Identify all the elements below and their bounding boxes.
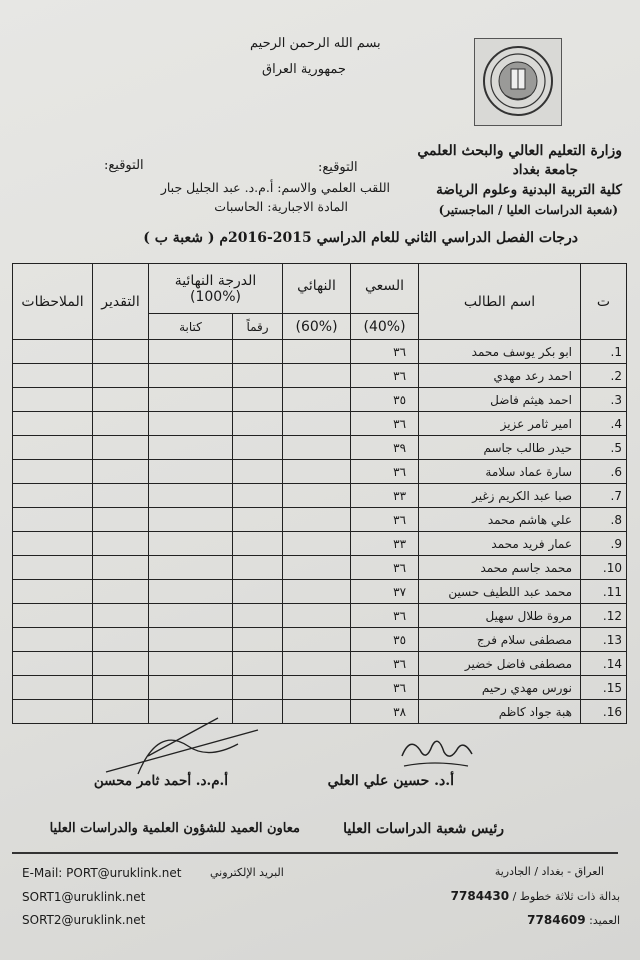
student-name: عمار فريد محمد: [419, 532, 581, 556]
notes-cell: [13, 700, 93, 724]
grade-cell: [93, 580, 149, 604]
effort-score: ٣٨: [351, 700, 419, 724]
notes-cell: [13, 460, 93, 484]
notes-cell: [13, 436, 93, 460]
student-name: مصطفى فاضل خضير: [419, 652, 581, 676]
grades-table: [12, 263, 627, 724]
student-name: حيدر طالب جاسم: [419, 436, 581, 460]
email-2[interactable]: SORT1@uruklink.net: [22, 890, 146, 904]
final-score: [283, 652, 351, 676]
switchboard-label: بدالة ذات ثلاثة خطوط /: [512, 890, 620, 903]
effort-score: ٣٦: [351, 604, 419, 628]
student-name: محمد جاسم محمد: [419, 556, 581, 580]
row-number: 6.: [581, 460, 627, 484]
total-words: [149, 412, 233, 436]
table-row: [13, 412, 627, 436]
header-total-pct: (100%): [190, 288, 241, 305]
grade-cell: [93, 436, 149, 460]
student-name: محمد عبد اللطيف حسين: [419, 580, 581, 604]
signatory-right-title: رئيس شعبة الدراسات العليا: [343, 821, 504, 837]
dean-line: [527, 913, 620, 927]
row-number: 5.: [581, 436, 627, 460]
total-digits: [233, 388, 283, 412]
instructor-line: اللقب العلمي والاسم: أ.م.د. عبد الجليل جبار: [160, 180, 390, 195]
email-line: [22, 866, 181, 880]
notes-cell: [13, 508, 93, 532]
row-number: 1.: [581, 340, 627, 364]
total-digits: [233, 628, 283, 652]
effort-score: ٣٥: [351, 388, 419, 412]
final-score: [283, 484, 351, 508]
header-final: النهائي: [283, 264, 351, 314]
notes-cell: [13, 388, 93, 412]
total-words: [149, 340, 233, 364]
total-words: [149, 484, 233, 508]
final-score: [283, 532, 351, 556]
table-row: [13, 652, 627, 676]
header-student-name: اسم الطالب: [419, 264, 581, 340]
signatory-right-name: أ.د. حسين علي العلي: [327, 773, 454, 789]
total-words: [149, 628, 233, 652]
table-row: [13, 604, 627, 628]
total-words: [149, 652, 233, 676]
switchboard-number: 7784430: [450, 889, 510, 903]
effort-score: ٣٥: [351, 628, 419, 652]
email-arabic-label: البريد الإلكتروني: [210, 866, 284, 879]
grade-cell: [93, 340, 149, 364]
final-score: [283, 388, 351, 412]
row-number: 8.: [581, 508, 627, 532]
final-score: [283, 340, 351, 364]
effort-score: ٣٦: [351, 652, 419, 676]
final-score: [283, 676, 351, 700]
signature-label-middle: التوقيع:: [318, 160, 358, 175]
table-row: [13, 556, 627, 580]
notes-cell: [13, 604, 93, 628]
signature-right-icon: [398, 732, 476, 772]
total-words: [149, 460, 233, 484]
grade-cell: [93, 556, 149, 580]
header-effort-pct: (40%): [351, 314, 419, 340]
effort-score: ٣٦: [351, 460, 419, 484]
header-effort: السعي: [351, 264, 419, 314]
student-name: مصطفى سلام فرج: [419, 628, 581, 652]
table-row: [13, 508, 627, 532]
effort-score: ٣٦: [351, 508, 419, 532]
row-number: 11.: [581, 580, 627, 604]
total-digits: [233, 676, 283, 700]
student-name: نورس مهدي رحيم: [419, 676, 581, 700]
table-row: [13, 364, 627, 388]
total-digits: [233, 412, 283, 436]
total-words: [149, 532, 233, 556]
row-number: 7.: [581, 484, 627, 508]
switchboard-line: [451, 889, 620, 903]
row-number: 2.: [581, 364, 627, 388]
final-score: [283, 700, 351, 724]
row-number: 13.: [581, 628, 627, 652]
row-number: 14.: [581, 652, 627, 676]
total-words: [149, 364, 233, 388]
table-row: [13, 628, 627, 652]
total-words: [149, 556, 233, 580]
total-digits: [233, 652, 283, 676]
signatory-left-title: معاون العميد للشؤون العلمية والدراسات العليا: [49, 821, 300, 836]
row-number: 10.: [581, 556, 627, 580]
dean-number: 7784609: [527, 913, 586, 927]
grade-cell: [93, 604, 149, 628]
email-label: E-Mail:: [22, 866, 63, 880]
republic-heading: جمهورية العراق: [262, 62, 346, 77]
notes-cell: [13, 652, 93, 676]
notes-cell: [13, 580, 93, 604]
final-score: [283, 556, 351, 580]
effort-score: ٣٩: [351, 436, 419, 460]
final-score: [283, 364, 351, 388]
grade-cell: [93, 508, 149, 532]
final-score: [283, 460, 351, 484]
header-notes: الملاحظات: [13, 264, 93, 340]
effort-score: ٣٦: [351, 676, 419, 700]
notes-cell: [13, 412, 93, 436]
effort-score: ٣٧: [351, 580, 419, 604]
grade-cell: [93, 652, 149, 676]
final-score: [283, 604, 351, 628]
header-final-pct: (60%): [283, 314, 351, 340]
header-digits: رقماً: [233, 314, 283, 340]
total-digits: [233, 532, 283, 556]
total-digits: [233, 604, 283, 628]
student-name: هبة جواد كاظم: [419, 700, 581, 724]
student-name: احمد رعد مهدي: [419, 364, 581, 388]
total-words: [149, 580, 233, 604]
effort-score: ٣٣: [351, 532, 419, 556]
total-digits: [233, 580, 283, 604]
row-number: 4.: [581, 412, 627, 436]
notes-cell: [13, 556, 93, 580]
total-digits: [233, 340, 283, 364]
final-score: [283, 436, 351, 460]
total-digits: [233, 364, 283, 388]
total-words: [149, 604, 233, 628]
row-number: 3.: [581, 388, 627, 412]
final-score: [283, 580, 351, 604]
student-name: امير ثامر عزيز: [419, 412, 581, 436]
college-name: كلية التربية البدنية وعلوم الرياضة: [436, 182, 622, 198]
total-digits: [233, 508, 283, 532]
row-number: 15.: [581, 676, 627, 700]
page-title: درجات الفصل الدراسي الثاني للعام الدراسي 2015-2016م ( شعبة ب ): [143, 230, 578, 246]
table-row: [13, 388, 627, 412]
effort-score: ٣٦: [351, 340, 419, 364]
header-grade: التقدير: [93, 264, 149, 340]
final-score: [283, 628, 351, 652]
header-words: كتابة: [149, 314, 233, 340]
table-row: [13, 580, 627, 604]
signature-label-left: التوقيع:: [104, 158, 144, 173]
signatory-left-name: أ.م.د. أحمد ثامر محسن: [93, 773, 228, 789]
footer-divider: [12, 852, 618, 854]
row-number: 9.: [581, 532, 627, 556]
address: العراق - بغداد / الجادرية: [494, 865, 604, 878]
grade-cell: [93, 364, 149, 388]
ministry-name: وزارة التعليم العالي والبحث العلمي: [417, 143, 622, 159]
final-score: [283, 508, 351, 532]
table-row: [13, 484, 627, 508]
email-1[interactable]: PORT@uruklink.net: [66, 866, 182, 880]
grade-cell: [93, 676, 149, 700]
total-words: [149, 388, 233, 412]
grade-cell: [93, 460, 149, 484]
student-name: مروة طلال سهيل: [419, 604, 581, 628]
notes-cell: [13, 676, 93, 700]
basmala: بسم الله الرحمن الرحيم: [250, 36, 381, 51]
row-number: 12.: [581, 604, 627, 628]
final-score: [283, 412, 351, 436]
student-name: صبا عبد الكريم زغير: [419, 484, 581, 508]
grade-cell: [93, 532, 149, 556]
table-row: [13, 460, 627, 484]
total-words: [149, 676, 233, 700]
student-name: علي هاشم محمد: [419, 508, 581, 532]
notes-cell: [13, 532, 93, 556]
grade-cell: [93, 388, 149, 412]
total-digits: [233, 436, 283, 460]
total-words: [149, 508, 233, 532]
grade-cell: [93, 412, 149, 436]
effort-score: ٣٣: [351, 484, 419, 508]
student-name: احمد هيثم فاضل: [419, 388, 581, 412]
email-3[interactable]: SORT2@uruklink.net: [22, 913, 146, 927]
grade-cell: [93, 628, 149, 652]
header-total-label: الدرجة النهائية: [174, 272, 257, 289]
department-name: (شعبة الدراسات العليا / الماجستير): [438, 203, 618, 217]
table-row: [13, 532, 627, 556]
table-row: [13, 340, 627, 364]
dean-label: العميد:: [589, 914, 620, 927]
row-number: 16.: [581, 700, 627, 724]
table-row: [13, 676, 627, 700]
effort-score: ٣٦: [351, 412, 419, 436]
notes-cell: [13, 364, 93, 388]
header-number: ت: [581, 264, 627, 340]
effort-score: ٣٦: [351, 556, 419, 580]
student-name: سارة عماد سلامة: [419, 460, 581, 484]
table-row: [13, 436, 627, 460]
total-digits: [233, 556, 283, 580]
notes-cell: [13, 628, 93, 652]
subject-line: المادة الاجبارية: الحاسبات: [214, 199, 348, 214]
university-seal-icon: [474, 38, 562, 126]
notes-cell: [13, 340, 93, 364]
student-name: ابو بكر يوسف محمد: [419, 340, 581, 364]
grade-rows: [13, 340, 627, 724]
effort-score: ٣٦: [351, 364, 419, 388]
grade-cell: [93, 484, 149, 508]
total-digits: [233, 484, 283, 508]
total-words: [149, 436, 233, 460]
university-name: جامعة بغداد: [512, 162, 578, 178]
notes-cell: [13, 484, 93, 508]
total-digits: [233, 460, 283, 484]
header-total: [149, 264, 283, 314]
